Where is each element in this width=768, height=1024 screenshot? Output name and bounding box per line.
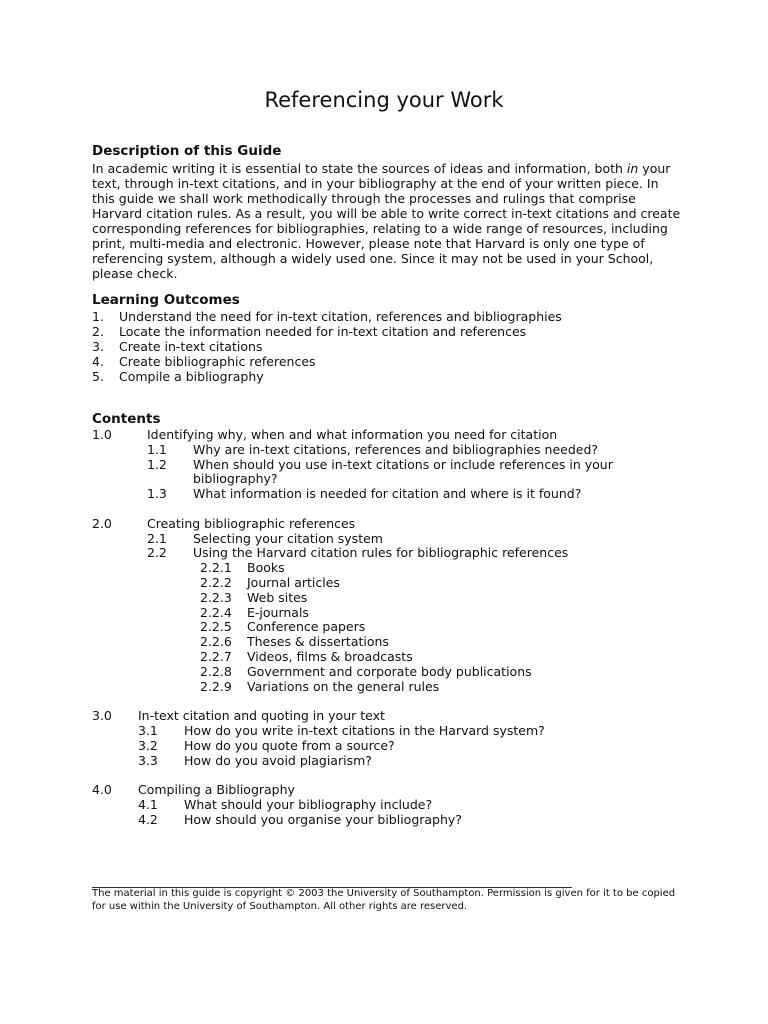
description-heading: Description of this Guide	[92, 143, 282, 159]
toc-item	[92, 724, 692, 739]
toc-section-1	[92, 428, 692, 443]
list-item-text: Create in-text citations	[119, 339, 263, 354]
toc-item	[92, 532, 692, 547]
toc-text: Theses & dissertations	[247, 634, 389, 650]
toc-number: 2.2.8	[200, 663, 232, 679]
toc-text: E-journals	[247, 604, 309, 620]
toc-number: 3.1	[138, 722, 158, 738]
toc-number: 1.3	[147, 486, 167, 502]
toc-text: When should you use in-text citations or include references in your bibliography?	[193, 456, 613, 487]
toc-item	[92, 798, 692, 813]
toc-number: 2.2.6	[200, 634, 232, 650]
toc-number: 1.0	[92, 427, 112, 442]
toc-number: 1.1	[147, 441, 167, 457]
page-title: Referencing your Work	[264, 88, 504, 112]
list-item	[92, 309, 562, 324]
toc-title: Creating bibliographic references	[147, 515, 356, 531]
toc-item	[92, 813, 692, 828]
toc-text: What should your bibliography include?	[184, 796, 433, 812]
toc-text: How do you quote from a source?	[184, 737, 395, 753]
list-item-text: Create bibliographic references	[119, 354, 316, 369]
list-item-text: Compile a bibliography	[119, 369, 264, 384]
toc-number: 2.2.1	[200, 560, 232, 576]
toc-text: Why are in-text citations, references and bibliographies needed?	[193, 441, 599, 457]
toc-text: Variations on the general rules	[247, 678, 440, 694]
list-item-number: 2.	[92, 324, 104, 339]
outcomes-heading: Learning Outcomes	[92, 292, 240, 308]
list-item-number: 3.	[92, 339, 104, 354]
toc-subitem	[92, 620, 692, 635]
description-paragraph	[92, 161, 682, 281]
list-item-number: 1.	[92, 309, 104, 324]
description-text-2: your text, through in-text citations, and in your bibliography at the end of your written piece. In this guide we shall work methodically through the processes and rulings that comprise Harvard citation rules. As a result, you will be able to write correct in-text citations and create corresponding references for bibliographies, relating to a wide range of resources, including print, multi-media and electronic. However, please note that Harvard is only one type of referencing system, although a widely used one. Since it may not be used in your School, please check.	[92, 161, 681, 281]
description-text-1: In academic writing it is essential to state the sources of ideas and information, both	[92, 161, 627, 176]
toc-subitem	[92, 650, 692, 665]
list-item	[92, 339, 562, 354]
list-item-text: Locate the information needed for in-text citation and references	[119, 324, 527, 339]
toc-title: Identifying why, when and what information you need for citation	[147, 427, 558, 442]
toc-number: 2.2.4	[200, 604, 232, 620]
toc-text: Selecting your citation system	[193, 530, 383, 546]
toc-number: 2.2.5	[200, 619, 232, 635]
toc-section-3	[92, 709, 692, 724]
toc-subitem	[92, 680, 692, 695]
toc-subitem	[92, 576, 692, 591]
toc-text: How should you organise your bibliography?	[184, 811, 462, 827]
outcomes-list	[92, 309, 562, 384]
toc-number: 4.0	[92, 782, 112, 798]
toc-number: 2.2.7	[200, 648, 232, 664]
toc-item	[92, 487, 692, 502]
toc-number: 2.1	[147, 530, 167, 546]
toc-text: Using the Harvard citation rules for bibliographic references	[193, 545, 569, 561]
toc-number: 4.2	[138, 811, 158, 827]
contents-heading: Contents	[92, 411, 161, 427]
toc-number: 3.0	[92, 708, 112, 724]
toc-number: 4.1	[138, 796, 158, 812]
list-item	[92, 369, 562, 384]
toc-item	[92, 546, 692, 561]
toc-text: Government and corporate body publications	[247, 663, 532, 679]
toc-number: 1.2	[147, 456, 167, 472]
list-item	[92, 324, 562, 339]
table-of-contents	[92, 428, 692, 828]
toc-subitem	[92, 591, 692, 606]
toc-text: Journal articles	[247, 574, 340, 590]
toc-item	[92, 754, 692, 769]
toc-section-4	[92, 783, 692, 798]
toc-number: 2.2.9	[200, 678, 232, 694]
toc-subitem	[92, 665, 692, 680]
toc-text: Conference papers	[247, 619, 366, 635]
list-item	[92, 354, 562, 369]
toc-number: 2.2.3	[200, 589, 232, 605]
toc-title: Compiling a Bibliography	[138, 782, 295, 798]
toc-number: 2.0	[92, 515, 112, 531]
toc-text: How do you avoid plagiarism?	[184, 752, 372, 768]
toc-number: 3.3	[138, 752, 158, 768]
toc-text: How do you write in-text citations in the Harvard system?	[184, 722, 545, 738]
toc-subitem	[92, 606, 692, 621]
toc-number: 2.2.2	[200, 574, 232, 590]
toc-number: 3.2	[138, 737, 158, 753]
toc-number: 2.2	[147, 545, 167, 561]
toc-text: Videos, films & broadcasts	[247, 648, 413, 664]
toc-item	[92, 443, 692, 458]
toc-text: Books	[247, 560, 285, 576]
toc-text: What information is needed for citation and where is it found?	[193, 486, 582, 502]
list-item-number: 4.	[92, 354, 104, 369]
toc-subitem	[92, 635, 692, 650]
list-item-text: Understand the need for in-text citation, references and bibliographies	[119, 309, 562, 324]
toc-title: In-text citation and quoting in your text	[138, 708, 385, 724]
toc-text: Web sites	[247, 589, 308, 605]
toc-subitem	[92, 561, 692, 576]
list-item-number: 5.	[92, 369, 104, 384]
description-italic: in	[626, 161, 639, 176]
toc-item	[92, 739, 692, 754]
toc-item	[92, 458, 692, 488]
copyright-footnote: The material in this guide is copyright © 2003 the University of Southampton. Permission is given for it to be copied for use within the University of Southampton. All other rights are reserved.	[92, 888, 676, 912]
toc-section-2	[92, 517, 692, 532]
